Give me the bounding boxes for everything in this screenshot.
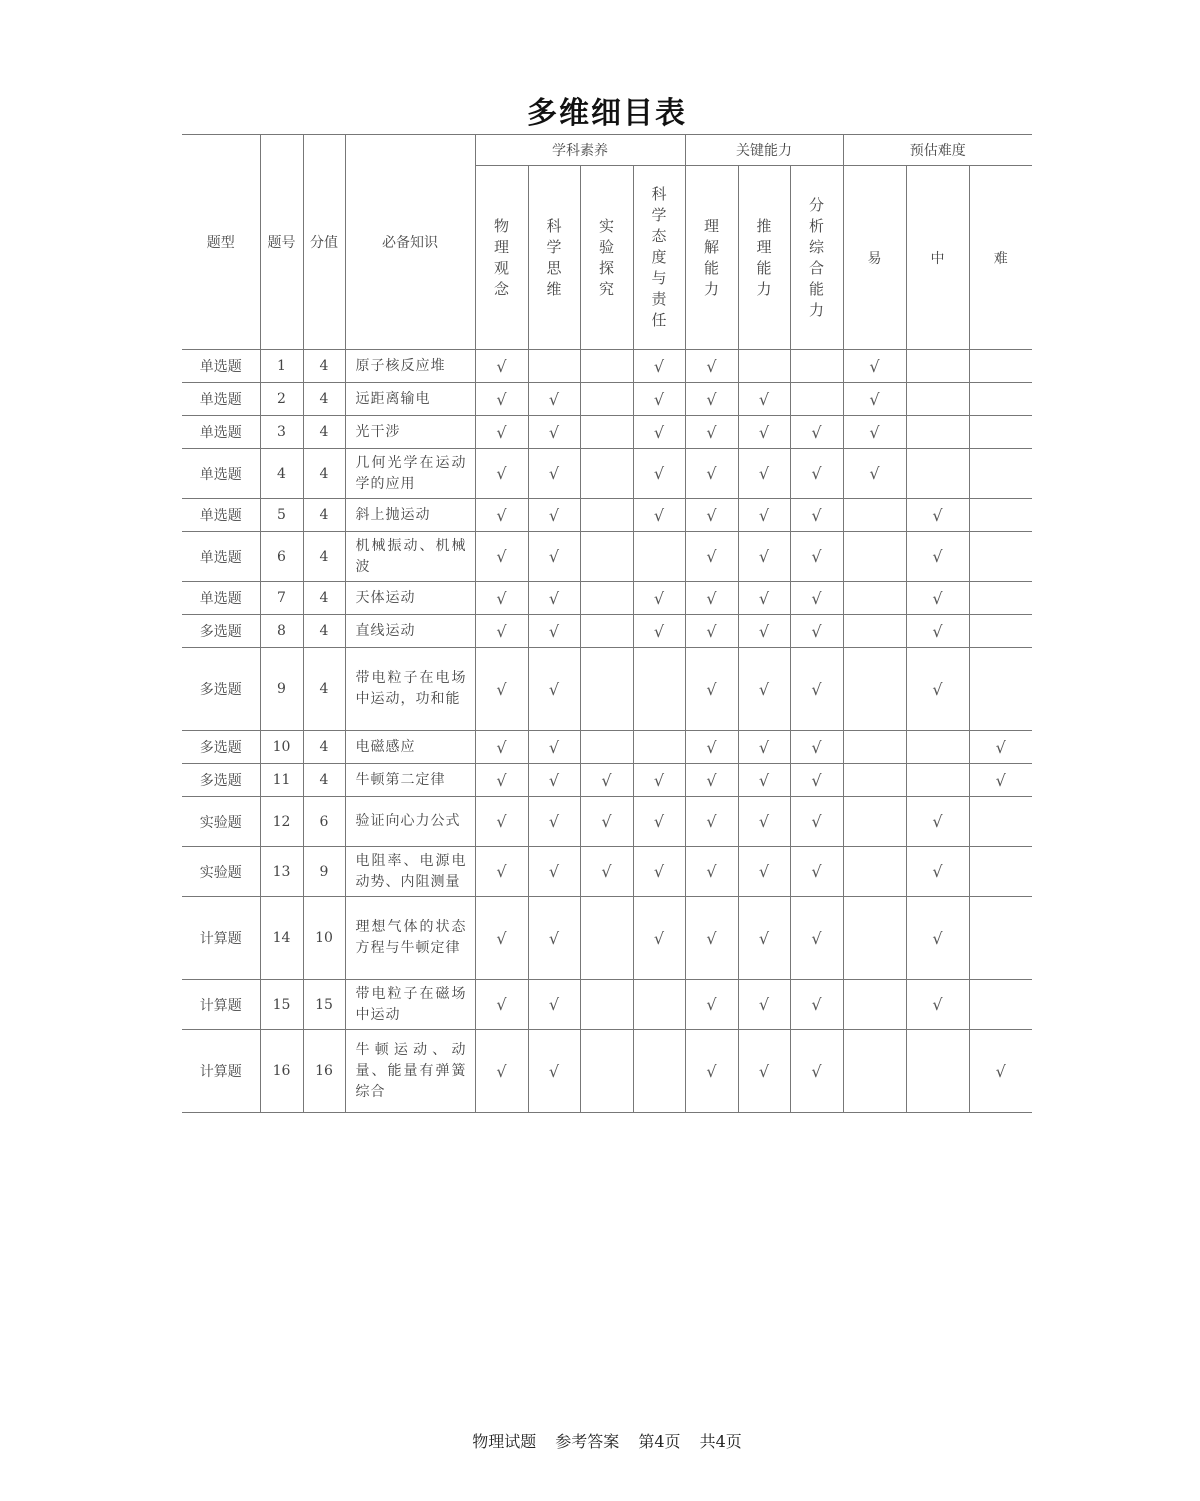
- score-cell: 6: [303, 797, 345, 847]
- header-literacy-attitude: 科学态度与责任: [633, 166, 685, 350]
- check-mark: √: [685, 499, 738, 532]
- empty-cell: [843, 897, 906, 980]
- check-mark: √: [475, 582, 528, 615]
- empty-cell: [843, 499, 906, 532]
- table-row: [182, 449, 1032, 499]
- knowledge-cell: 直线运动: [345, 615, 475, 648]
- check-mark: √: [843, 383, 906, 416]
- header-ability-analysis: 分析综合能力: [790, 166, 843, 350]
- question-type-cell: 多选题: [182, 764, 260, 797]
- check-mark: √: [790, 499, 843, 532]
- check-mark: √: [738, 615, 790, 648]
- empty-cell: [969, 615, 1032, 648]
- check-mark: √: [790, 615, 843, 648]
- empty-cell: [580, 582, 633, 615]
- question-number-cell: 7: [260, 582, 303, 615]
- check-mark: √: [475, 648, 528, 731]
- empty-cell: [969, 449, 1032, 499]
- empty-cell: [843, 764, 906, 797]
- empty-cell: [969, 416, 1032, 449]
- empty-cell: [843, 797, 906, 847]
- check-mark: √: [633, 449, 685, 499]
- question-type-cell: 实验题: [182, 797, 260, 847]
- table-row: [182, 615, 1032, 648]
- knowledge-cell: 牛顿第二定律: [345, 764, 475, 797]
- question-number-cell: 14: [260, 897, 303, 980]
- check-mark: √: [475, 731, 528, 764]
- empty-cell: [790, 383, 843, 416]
- check-mark: √: [906, 980, 969, 1030]
- table-row: [182, 847, 1032, 897]
- check-mark: √: [738, 1030, 790, 1113]
- question-type-cell: 单选题: [182, 499, 260, 532]
- empty-cell: [969, 648, 1032, 731]
- score-cell: 4: [303, 499, 345, 532]
- check-mark: √: [475, 764, 528, 797]
- empty-cell: [969, 897, 1032, 980]
- empty-cell: [843, 532, 906, 582]
- empty-cell: [580, 980, 633, 1030]
- check-mark: √: [475, 797, 528, 847]
- check-mark: √: [790, 731, 843, 764]
- check-mark: √: [906, 847, 969, 897]
- score-cell: 4: [303, 532, 345, 582]
- empty-cell: [969, 980, 1032, 1030]
- check-mark: √: [685, 731, 738, 764]
- question-type-cell: 单选题: [182, 532, 260, 582]
- check-mark: √: [685, 847, 738, 897]
- empty-cell: [633, 1030, 685, 1113]
- check-mark: √: [738, 532, 790, 582]
- empty-cell: [633, 980, 685, 1030]
- check-mark: √: [790, 764, 843, 797]
- header-literacy-inquiry: 实验探究: [580, 166, 633, 350]
- check-mark: √: [528, 980, 580, 1030]
- empty-cell: [906, 416, 969, 449]
- check-mark: √: [528, 797, 580, 847]
- check-mark: √: [580, 764, 633, 797]
- check-mark: √: [790, 532, 843, 582]
- check-mark: √: [633, 764, 685, 797]
- check-mark: √: [633, 416, 685, 449]
- knowledge-cell: 光干涉: [345, 416, 475, 449]
- check-mark: √: [475, 897, 528, 980]
- check-mark: √: [633, 897, 685, 980]
- score-cell: 4: [303, 416, 345, 449]
- check-mark: √: [790, 1030, 843, 1113]
- empty-cell: [843, 615, 906, 648]
- score-cell: 4: [303, 615, 345, 648]
- check-mark: √: [633, 383, 685, 416]
- knowledge-cell: 斜上抛运动: [345, 499, 475, 532]
- question-number-cell: 8: [260, 615, 303, 648]
- knowledge-cell: 牛顿运动、动量、能量有弹簧综合: [345, 1030, 475, 1113]
- empty-cell: [580, 648, 633, 731]
- check-mark: √: [528, 731, 580, 764]
- knowledge-cell: 验证向心力公式: [345, 797, 475, 847]
- check-mark: √: [738, 648, 790, 731]
- check-mark: √: [790, 980, 843, 1030]
- check-mark: √: [685, 615, 738, 648]
- table-row: [182, 582, 1032, 615]
- check-mark: √: [685, 980, 738, 1030]
- empty-cell: [633, 532, 685, 582]
- header-group-literacy: 学科素养: [475, 135, 685, 166]
- question-number-cell: 3: [260, 416, 303, 449]
- check-mark: √: [528, 648, 580, 731]
- check-mark: √: [528, 897, 580, 980]
- empty-cell: [580, 416, 633, 449]
- score-cell: 4: [303, 648, 345, 731]
- check-mark: √: [790, 897, 843, 980]
- score-cell: 4: [303, 582, 345, 615]
- empty-cell: [906, 764, 969, 797]
- score-cell: 9: [303, 847, 345, 897]
- check-mark: √: [633, 499, 685, 532]
- table-row: [182, 416, 1032, 449]
- empty-cell: [969, 350, 1032, 383]
- header-difficulty-medium: 中: [906, 166, 969, 350]
- question-type-cell: 多选题: [182, 648, 260, 731]
- table-row: [182, 499, 1032, 532]
- table-row: [182, 897, 1032, 980]
- check-mark: √: [738, 797, 790, 847]
- score-cell: 4: [303, 383, 345, 416]
- empty-cell: [906, 731, 969, 764]
- check-mark: √: [969, 764, 1032, 797]
- table-row: [182, 980, 1032, 1030]
- question-number-cell: 12: [260, 797, 303, 847]
- check-mark: √: [843, 416, 906, 449]
- question-type-cell: 计算题: [182, 897, 260, 980]
- check-mark: √: [633, 615, 685, 648]
- page-footer: 物理试题 参考答案 第4页 共4页: [472, 1432, 742, 1451]
- question-number-cell: 2: [260, 383, 303, 416]
- empty-cell: [580, 350, 633, 383]
- empty-cell: [633, 731, 685, 764]
- header-number: 题号: [260, 135, 303, 350]
- empty-cell: [843, 847, 906, 897]
- check-mark: √: [906, 897, 969, 980]
- header-ability-understanding: 理解能力: [685, 166, 738, 350]
- table-body: [182, 350, 1032, 1113]
- empty-cell: [843, 648, 906, 731]
- check-mark: √: [790, 847, 843, 897]
- table-row: [182, 731, 1032, 764]
- empty-cell: [633, 648, 685, 731]
- empty-cell: [969, 499, 1032, 532]
- empty-cell: [580, 897, 633, 980]
- question-number-cell: 1: [260, 350, 303, 383]
- check-mark: √: [685, 582, 738, 615]
- check-mark: √: [906, 532, 969, 582]
- check-mark: √: [580, 847, 633, 897]
- check-mark: √: [528, 449, 580, 499]
- table-row: [182, 764, 1032, 797]
- table-row: [182, 532, 1032, 582]
- question-number-cell: 13: [260, 847, 303, 897]
- header-difficulty-hard: 难: [969, 166, 1032, 350]
- empty-cell: [580, 731, 633, 764]
- check-mark: √: [633, 582, 685, 615]
- check-mark: √: [580, 797, 633, 847]
- check-mark: √: [790, 416, 843, 449]
- check-mark: √: [528, 532, 580, 582]
- check-mark: √: [475, 383, 528, 416]
- question-type-cell: 单选题: [182, 582, 260, 615]
- check-mark: √: [475, 449, 528, 499]
- empty-cell: [580, 499, 633, 532]
- question-type-cell: 多选题: [182, 731, 260, 764]
- table-row: [182, 648, 1032, 731]
- knowledge-cell: 电磁感应: [345, 731, 475, 764]
- check-mark: √: [969, 1030, 1032, 1113]
- score-cell: 4: [303, 764, 345, 797]
- check-mark: √: [738, 764, 790, 797]
- empty-cell: [906, 1030, 969, 1113]
- empty-cell: [969, 383, 1032, 416]
- check-mark: √: [685, 897, 738, 980]
- question-number-cell: 5: [260, 499, 303, 532]
- empty-cell: [738, 350, 790, 383]
- table-row: [182, 797, 1032, 847]
- question-number-cell: 6: [260, 532, 303, 582]
- check-mark: √: [906, 582, 969, 615]
- check-mark: √: [475, 980, 528, 1030]
- knowledge-cell: 带电粒子在电场中运动，功和能: [345, 648, 475, 731]
- question-type-cell: 单选题: [182, 350, 260, 383]
- empty-cell: [843, 582, 906, 615]
- empty-cell: [580, 532, 633, 582]
- empty-cell: [580, 615, 633, 648]
- check-mark: √: [906, 648, 969, 731]
- header-difficulty-easy: 易: [843, 166, 906, 350]
- score-cell: 4: [303, 449, 345, 499]
- check-mark: √: [528, 499, 580, 532]
- check-mark: √: [790, 648, 843, 731]
- question-number-cell: 4: [260, 449, 303, 499]
- check-mark: √: [685, 648, 738, 731]
- empty-cell: [906, 383, 969, 416]
- score-cell: 10: [303, 897, 345, 980]
- check-mark: √: [906, 499, 969, 532]
- question-number-cell: 10: [260, 731, 303, 764]
- empty-cell: [969, 582, 1032, 615]
- question-type-cell: 计算题: [182, 1030, 260, 1113]
- score-cell: 16: [303, 1030, 345, 1113]
- specification-table: [182, 134, 1032, 1113]
- check-mark: √: [738, 582, 790, 615]
- empty-cell: [969, 797, 1032, 847]
- check-mark: √: [528, 847, 580, 897]
- check-mark: √: [738, 449, 790, 499]
- check-mark: √: [633, 797, 685, 847]
- check-mark: √: [738, 416, 790, 449]
- check-mark: √: [475, 416, 528, 449]
- header-literacy-concept: 物理观念: [475, 166, 528, 350]
- knowledge-cell: 天体运动: [345, 582, 475, 615]
- knowledge-cell: 原子核反应堆: [345, 350, 475, 383]
- empty-cell: [790, 350, 843, 383]
- empty-cell: [528, 350, 580, 383]
- check-mark: √: [633, 350, 685, 383]
- question-type-cell: 单选题: [182, 449, 260, 499]
- empty-cell: [906, 350, 969, 383]
- empty-cell: [843, 731, 906, 764]
- question-number-cell: 15: [260, 980, 303, 1030]
- header-group-difficulty: 预估难度: [843, 135, 1032, 166]
- check-mark: √: [633, 847, 685, 897]
- check-mark: √: [528, 582, 580, 615]
- check-mark: √: [528, 416, 580, 449]
- table-row: [182, 1030, 1032, 1113]
- check-mark: √: [685, 532, 738, 582]
- header-literacy-thinking: 科学思维: [528, 166, 580, 350]
- check-mark: √: [475, 350, 528, 383]
- page-title: 多维细目表: [527, 96, 687, 131]
- check-mark: √: [685, 350, 738, 383]
- check-mark: √: [685, 449, 738, 499]
- empty-cell: [906, 449, 969, 499]
- score-cell: 4: [303, 350, 345, 383]
- empty-cell: [580, 383, 633, 416]
- check-mark: √: [906, 615, 969, 648]
- knowledge-cell: 机械振动、机械波: [345, 532, 475, 582]
- question-type-cell: 单选题: [182, 416, 260, 449]
- knowledge-cell: 几何光学在运动学的应用: [345, 449, 475, 499]
- check-mark: √: [685, 1030, 738, 1113]
- question-number-cell: 16: [260, 1030, 303, 1113]
- check-mark: √: [685, 383, 738, 416]
- check-mark: √: [738, 383, 790, 416]
- empty-cell: [580, 449, 633, 499]
- header-score: 分值: [303, 135, 345, 350]
- score-cell: 15: [303, 980, 345, 1030]
- check-mark: √: [475, 615, 528, 648]
- header-group-ability: 关键能力: [685, 135, 843, 166]
- question-type-cell: 计算题: [182, 980, 260, 1030]
- question-number-cell: 9: [260, 648, 303, 731]
- check-mark: √: [843, 350, 906, 383]
- check-mark: √: [475, 499, 528, 532]
- check-mark: √: [738, 980, 790, 1030]
- table-row: [182, 383, 1032, 416]
- knowledge-cell: 带电粒子在磁场中运动: [345, 980, 475, 1030]
- knowledge-cell: 远距离输电: [345, 383, 475, 416]
- check-mark: √: [528, 1030, 580, 1113]
- check-mark: √: [475, 847, 528, 897]
- check-mark: √: [475, 532, 528, 582]
- check-mark: √: [528, 764, 580, 797]
- check-mark: √: [738, 897, 790, 980]
- check-mark: √: [738, 731, 790, 764]
- knowledge-cell: 理想气体的状态方程与牛顿定律: [345, 897, 475, 980]
- question-type-cell: 实验题: [182, 847, 260, 897]
- empty-cell: [969, 847, 1032, 897]
- empty-cell: [843, 980, 906, 1030]
- check-mark: √: [685, 764, 738, 797]
- check-mark: √: [790, 797, 843, 847]
- question-number-cell: 11: [260, 764, 303, 797]
- check-mark: √: [906, 797, 969, 847]
- score-cell: 4: [303, 731, 345, 764]
- knowledge-cell: 电阻率、电源电动势、内阻测量: [345, 847, 475, 897]
- check-mark: √: [790, 449, 843, 499]
- check-mark: √: [528, 615, 580, 648]
- header-ability-reasoning: 推理能力: [738, 166, 790, 350]
- check-mark: √: [685, 416, 738, 449]
- check-mark: √: [528, 383, 580, 416]
- check-mark: √: [738, 499, 790, 532]
- check-mark: √: [685, 797, 738, 847]
- check-mark: √: [969, 731, 1032, 764]
- header-knowledge: 必备知识: [345, 135, 475, 350]
- check-mark: √: [738, 847, 790, 897]
- question-type-cell: 单选题: [182, 383, 260, 416]
- header-question-type: 题型: [182, 135, 260, 350]
- empty-cell: [580, 1030, 633, 1113]
- check-mark: √: [475, 1030, 528, 1113]
- table-row: [182, 350, 1032, 383]
- empty-cell: [843, 1030, 906, 1113]
- empty-cell: [969, 532, 1032, 582]
- check-mark: √: [843, 449, 906, 499]
- question-type-cell: 多选题: [182, 615, 260, 648]
- check-mark: √: [790, 582, 843, 615]
